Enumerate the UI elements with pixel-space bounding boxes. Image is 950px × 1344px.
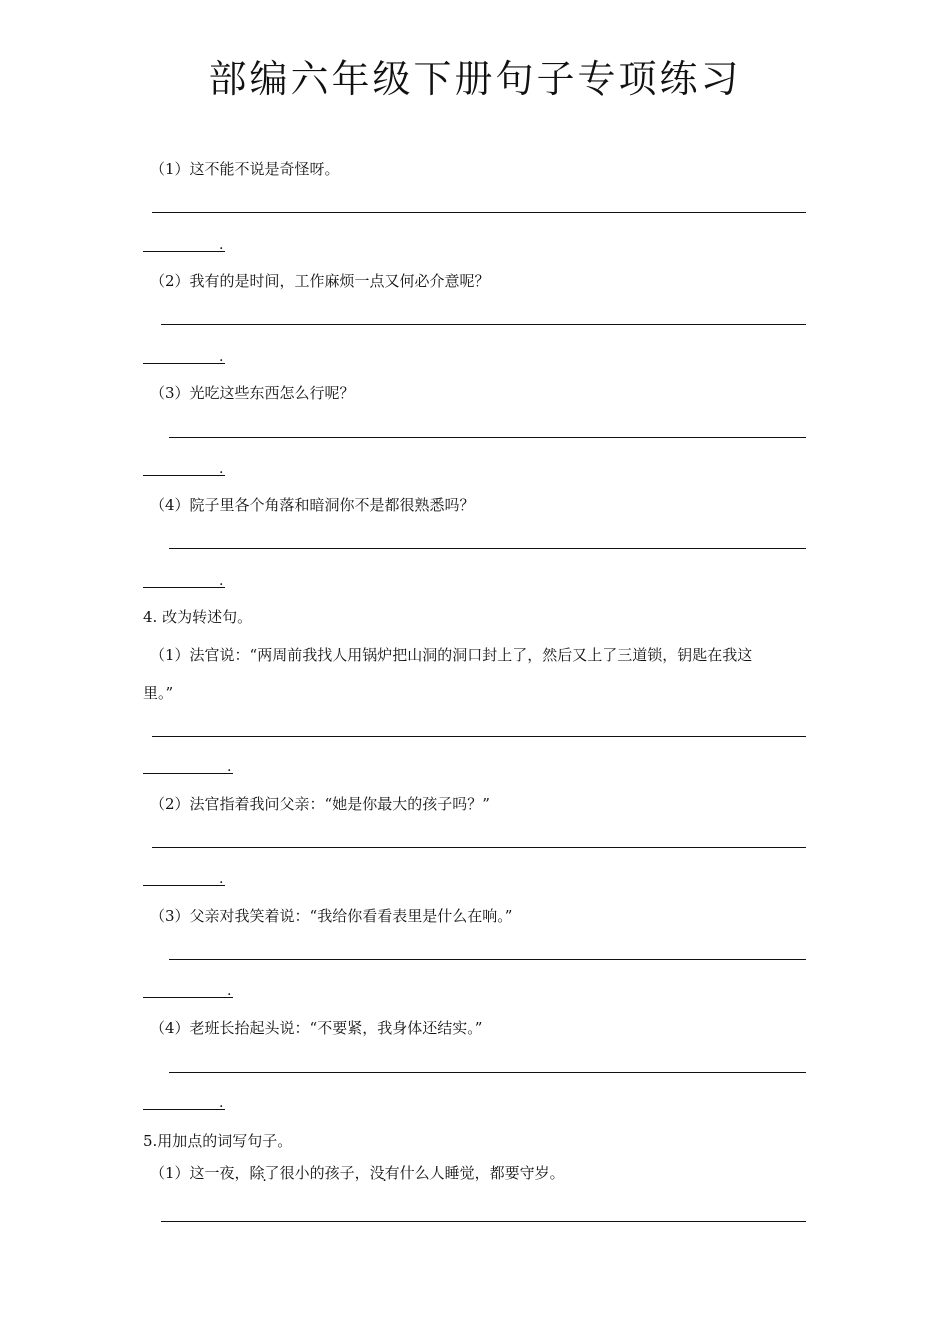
question-item-4: （4）院子里各个角落和暗洞你不是都很熟悉吗？	[150, 496, 475, 514]
answer-tail-3	[143, 475, 225, 476]
emphasis-word-2: 没有	[369, 1164, 400, 1182]
answer-tail-dot-3: .	[219, 461, 224, 477]
emphasis-word-1: 除了	[249, 1164, 280, 1182]
reported-item-3: （3）父亲对我笑着说：“我给你看看表里是什么在响。”	[150, 907, 513, 925]
sentence-item-1-suffix: 什么人睡觉，都要守岁。	[399, 1164, 565, 1182]
sentence-answer-line-1[interactable]	[161, 1221, 806, 1222]
sentence-item-1	[150, 1162, 565, 1183]
reported-answer-tail-1	[143, 773, 233, 774]
question-item-3: （3）光吃这些东西怎么行呢？	[150, 384, 355, 402]
answer-tail-dot-2: .	[219, 349, 224, 365]
answer-line-1[interactable]	[152, 212, 806, 213]
answer-tail-2	[143, 363, 225, 364]
question-item-2: （2）我有的是时间，工作麻烦一点又何必介意呢？	[150, 272, 490, 290]
answer-tail-1	[143, 251, 225, 252]
answer-line-2[interactable]	[161, 324, 806, 325]
answer-tail-4	[143, 587, 225, 588]
reported-item-1-line2: 里。”	[143, 684, 174, 702]
question-item-1: （1）这不能不说是奇怪呀。	[150, 160, 340, 178]
reported-answer-tail-dot-1: .	[227, 759, 232, 775]
reported-answer-line-4[interactable]	[169, 1072, 806, 1073]
reported-answer-tail-dot-3: .	[227, 983, 232, 999]
answer-tail-dot-1: .	[219, 237, 224, 253]
section-5-heading: 5.用加点的词写句子。	[143, 1132, 293, 1150]
reported-answer-line-1[interactable]	[152, 736, 806, 737]
answer-line-3[interactable]	[169, 437, 806, 438]
reported-answer-tail-3	[143, 997, 233, 998]
reported-answer-tail-2	[143, 885, 225, 886]
reported-answer-tail-dot-4: .	[219, 1095, 224, 1111]
reported-answer-tail-dot-2: .	[219, 871, 224, 887]
reported-answer-line-3[interactable]	[169, 959, 806, 960]
page-title: 部编六年级下册句子专项练习	[208, 57, 742, 101]
section-4-heading: 4. 改为转述句。	[143, 608, 253, 626]
answer-tail-dot-4: .	[219, 573, 224, 589]
sentence-item-1-prefix: （1）这一夜，	[150, 1164, 250, 1182]
sentence-item-1-middle: 很小的孩子，	[279, 1164, 370, 1182]
reported-item-1-line1: （1）法官说：“两周前我找人用锅炉把山洞的洞口封上了，然后又上了三道锁，钥匙在我这	[150, 646, 753, 664]
reported-answer-line-2[interactable]	[152, 847, 806, 848]
reported-answer-tail-4	[143, 1109, 225, 1110]
reported-item-4: （4）老班长抬起头说：“不要紧，我身体还结实。”	[150, 1019, 483, 1037]
reported-item-2: （2）法官指着我问父亲：“她是你最大的孩子吗？”	[150, 795, 490, 813]
answer-line-4[interactable]	[169, 548, 806, 549]
